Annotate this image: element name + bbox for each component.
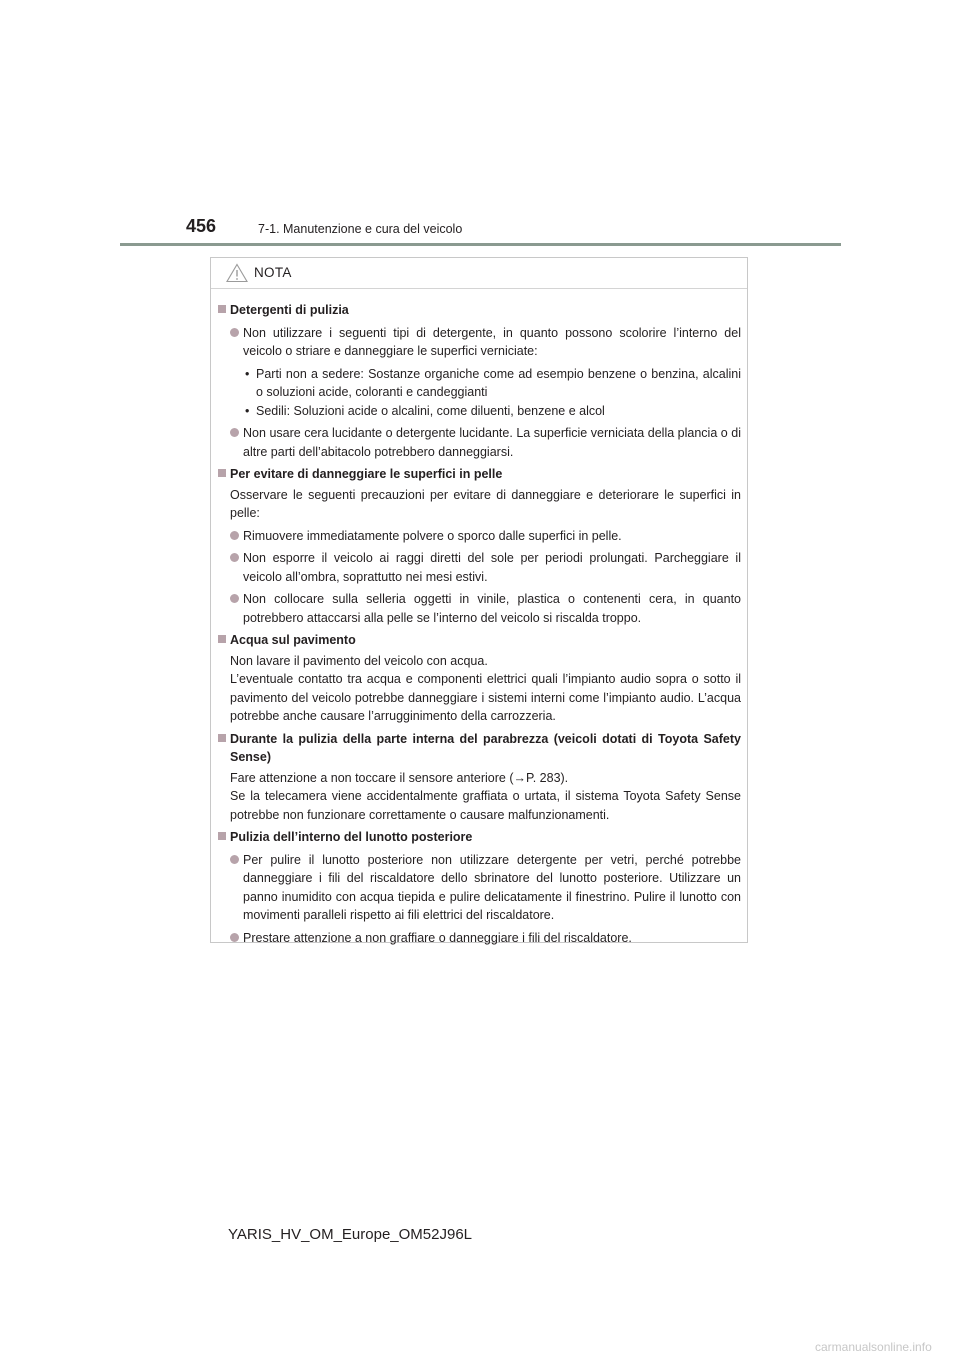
paragraph: Osservare le seguenti precauzioni per evitare di danneggiare e deteriorare le superfici in pelle: <box>230 487 741 520</box>
notice-header <box>211 258 747 289</box>
notice-section <box>218 631 741 726</box>
round-bullet-icon <box>230 855 239 864</box>
sub-list-item: • Parti non a sedere: Sostanze organiche come ad esempio benzene o benzina, alcalini o soluzioni acide, coloranti e candeggianti <box>245 366 741 399</box>
document-code: YARIS_HV_OM_Europe_OM52J96L <box>228 1226 473 1243</box>
list-item: Prestare attenzione a non graffiare o danneggiare i fili del riscaldatore. <box>218 929 741 948</box>
section-title: Acqua sul pavimento <box>218 631 741 650</box>
page-header <box>0 0 960 250</box>
section-title: Durante la pulizia della parte interna del parabrezza (veicoli dotati di Toyota Safety Sense) <box>218 730 741 767</box>
section-title: Detergenti di pulizia <box>218 301 741 320</box>
list-item: Non collocare sulla selleria oggetti in vinile, plastica o contenenti cera, in quanto potrebbero attaccarsi alla pelle se l’interno del veicolo si riscalda troppo. <box>218 590 741 627</box>
warning-triangle-icon <box>226 263 248 283</box>
round-bullet-icon <box>230 553 239 562</box>
page-number: 456 <box>186 216 217 236</box>
list-item: Non usare cera lucidante o detergente lucidante. La superficie verniciata della plancia o di altre parti dell’abitacolo potrebbero danneggiarsi. <box>218 424 741 461</box>
square-bullet-icon <box>218 469 226 477</box>
paragraph: Se la telecamera viene accidentalmente graffiata o urtata, il sistema Toyota Safety Sense potrebbe non funzionare correttamente o causare malfunzionamenti. <box>230 789 741 822</box>
section-title: Pulizia dell’interno del lunotto posteriore <box>218 828 741 847</box>
notice-box <box>210 257 748 943</box>
paragraph: Fare attenzione a non toccare il sensore anteriore (→P. 283). <box>230 770 569 785</box>
chapter-title: 7-1. Manutenzione e cura del veicolo <box>258 222 463 236</box>
list-item: Rimuovere immediatamente polvere o sporco dalle superfici in pelle. <box>218 527 741 546</box>
round-bullet-icon <box>230 933 239 942</box>
notice-section <box>218 465 741 627</box>
square-bullet-icon <box>218 305 226 313</box>
header-rule <box>120 243 841 246</box>
watermark: carmanualsonline.info <box>815 1340 932 1354</box>
notice-section <box>218 828 741 947</box>
round-bullet-icon <box>230 328 239 337</box>
notice-section <box>218 730 741 825</box>
notice-content <box>211 289 747 947</box>
round-bullet-icon <box>230 531 239 540</box>
square-bullet-icon <box>218 635 226 643</box>
sub-list-item: • Sedili: Soluzioni acide o alcalini, come diluenti, benzene e alcol <box>245 403 605 418</box>
list-item: Non esporre il veicolo ai raggi diretti del sole per periodi prolungati. Parcheggiare il veicolo all’ombra, soprattutto nei mesi estivi. <box>218 549 741 586</box>
round-bullet-icon <box>230 428 239 437</box>
list-item: Non utilizzare i seguenti tipi di detergente, in quanto possono scolorire l’interno del veicolo o striare e danneggiare le superfici verniciate: • Parti non a sedere: Sostanze organiche come ad esempio benzene o benzina, alcalini o soluzioni acide, coloranti e candeggianti • Sedili: Soluzioni acide o alcalini, come diluenti, benzene e alcol <box>218 324 741 421</box>
paragraph: Non lavare il pavimento del veicolo con acqua. <box>230 653 488 668</box>
paragraph: L’eventuale contatto tra acqua e componenti elettrici quali l’impianto audio sopra o sotto il pavimento del veicolo potrebbe danneggiare i sistemi interni come l’impianto audio. L’acqua potrebbe anche causare l’arrugginimento della carrozzeria. <box>230 672 741 723</box>
notice-title: NOTA <box>254 265 292 280</box>
round-bullet-icon <box>230 594 239 603</box>
section-title: Per evitare di danneggiare le superfici in pelle <box>218 465 741 484</box>
notice-section <box>218 301 741 461</box>
square-bullet-icon <box>218 832 226 840</box>
square-bullet-icon <box>218 734 226 742</box>
list-item: Per pulire il lunotto posteriore non utilizzare detergente per vetri, perché potrebbe danneggiare i fili del riscaldatore dello sbrinatore del lunotto posteriore. Utilizzare un panno inumidito con acqua tiepida e pulire delicatamente il finestrino. Pulire il lunotto con movimenti paralleli rispetto ai fili elettrici del riscaldatore. <box>218 851 741 925</box>
